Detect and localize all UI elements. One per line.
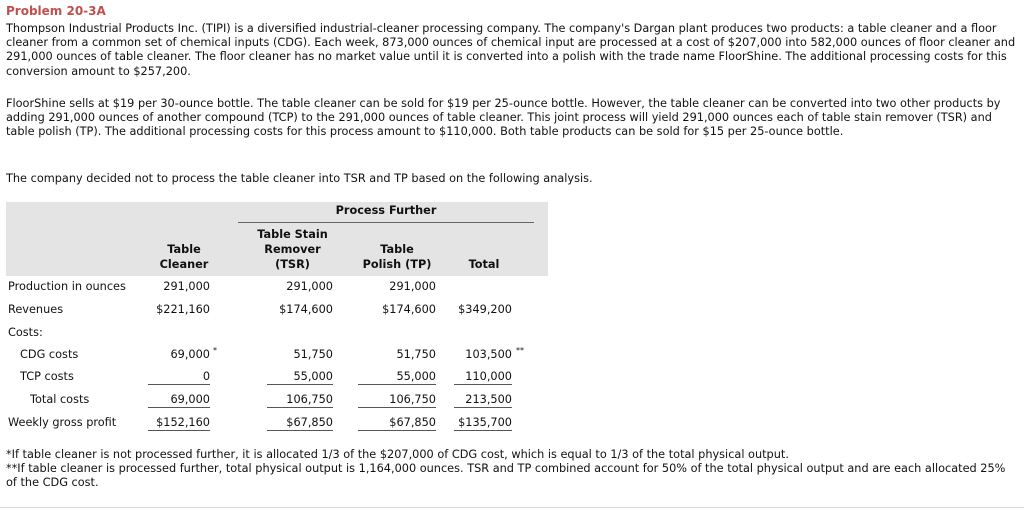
footnote-marker-double: ** (516, 346, 524, 355)
cdg-tc: 69,000 * (170, 346, 217, 361)
header-total: Total (468, 258, 500, 271)
tcp-total: 110,000 (454, 370, 512, 385)
total-costs-total: 213,500 (454, 393, 512, 408)
weekly-profit-total: $135,700 (454, 416, 512, 431)
row-label-costs: Costs: (8, 326, 43, 339)
row-label-total-costs: Total costs (30, 393, 90, 406)
weekly-profit-tp: $67,850 (358, 416, 436, 431)
header-tsr: Table Stain Remover (TSR) (257, 228, 328, 271)
decision-paragraph: The company decided not to process the table cleaner into TSR and TP based on the following analysis. (6, 172, 593, 185)
row-label-revenues: Revenues (8, 303, 64, 316)
cdg-total: 103,500 ** (465, 346, 524, 361)
revenues-tp: $174,600 (382, 303, 436, 316)
process-further-header: Process Further (335, 204, 437, 217)
cdg-tp: 51,750 (396, 348, 436, 361)
tcp-tc: 0 (148, 370, 210, 385)
bottom-divider (0, 507, 1024, 508)
footnotes (6, 448, 1016, 491)
row-label-cdg: CDG costs (20, 348, 79, 361)
weekly-profit-tsr: $67,850 (267, 416, 333, 431)
total-costs-tc: 69,000 (148, 393, 210, 408)
revenues-tc: $221,160 (156, 303, 210, 316)
cdg-tsr: 51,750 (293, 348, 333, 361)
revenues-total: $349,200 (458, 303, 512, 316)
header-table-cleaner: Table Cleaner (159, 243, 209, 271)
row-label-tcp: TCP costs (20, 370, 74, 383)
weekly-profit-tc: $152,160 (148, 416, 210, 431)
footnote-single: *If table cleaner is not processed further, it is allocated 1/3 of the $207,000 of CDG cost, which is equal to 1/3 of the total physical output. (6, 448, 789, 461)
footnote-double: **If table cleaner is processed further, total physical output is 1,164,000 ounces. TSR and TP combined account for 50% of the total physical output and are each allocated 25% of the CDG cost. (6, 462, 1006, 490)
production-tsr: 291,000 (286, 280, 333, 293)
pricing-paragraph: FloorShine sells at $19 per 30-ounce bottle. The table cleaner can be sold for $19 per 25-ounce bottle. However, the table cleaner can be converted into two other products by adding 291,000 ounces of another compound (TCP) to the 291,000 ounces of table cleaner. This joint process will yield 291,000 ounces each of table stain remover (TSR) and table polish (TP). The additional processing costs for this process amount to $110,000. Both table products can be sold for $15 per 25-ounce bottle. (6, 97, 1001, 139)
revenues-tsr: $174,600 (279, 303, 333, 316)
row-label-weekly-profit: Weekly gross profit (8, 416, 117, 429)
tcp-tp: 55,000 (358, 370, 436, 385)
intro-paragraph: Thompson Industrial Products Inc. (TIPI) is a diversified industrial-cleaner processing company. The company's Dargan plant produces two products: a table cleaner and a floor cleaner from a common set of chemical inputs (CDG). Each week, 873,000 ounces of chemical input are processed at a cost of $207,000 into 582,000 ounces of floor cleaner and 291,000 ounces of table cleaner. The floor cleaner has no market value until it is converted into a polish with the trade name FloorShine. The additional processing costs for this conversion amount to $257,200. (6, 22, 1016, 78)
row-label-production: Production in ounces (8, 280, 126, 293)
process-further-divider (238, 222, 534, 223)
tcp-tsr: 55,000 (267, 370, 333, 385)
total-costs-tsr: 106,750 (267, 393, 333, 408)
problem-title: Problem 20-3A (6, 4, 106, 18)
footnote-marker-single: * (213, 346, 217, 355)
production-tp: 291,000 (389, 280, 436, 293)
total-costs-tp: 106,750 (358, 393, 436, 408)
header-tp: Table Polish (TP) (362, 243, 432, 271)
production-tc: 291,000 (163, 280, 210, 293)
